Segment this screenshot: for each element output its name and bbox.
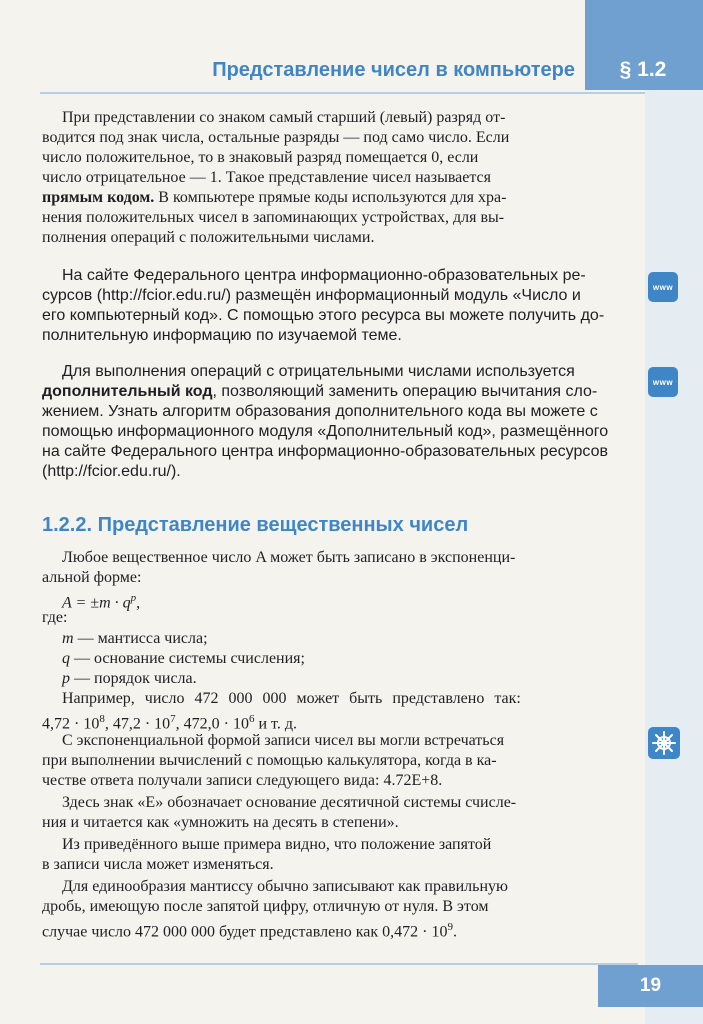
formula: $A = \pm m \cdot q^p$, <box>62 592 141 612</box>
text-line: ния и читается как «умножить на десять в степени». <box>42 814 399 831</box>
text-line: нения положительных чисел в запоминающих устройствах, для вы- <box>42 209 505 226</box>
text-line: жением. Узнать алгоритм образования дополнительного кода вы можете с <box>42 403 598 420</box>
definition-item: m — мантисса числа; <box>62 630 208 647</box>
text-line: случае число 472 000 000 будет представлено как $0,472 \cdot 10^9$. <box>42 921 457 941</box>
text-line: На сайте Федерального центра информационно-образовательных ре- <box>62 267 586 284</box>
text-line: полнительную информацию по изучаемой теме. <box>42 327 402 344</box>
text-line: альной форме: <box>42 569 142 586</box>
right-margin-strip <box>645 0 703 1024</box>
text-line: сурсов (http://fcior.edu.ru/) размещён информационный модуль «Число и <box>42 287 581 304</box>
text-line: водится под знак числа, остальные разряды — под само число. Если <box>42 129 510 146</box>
text-line: прямым кодом. В компьютере прямые коды используются для хра- <box>42 189 507 206</box>
text-line: при выполнении вычислений с помощью калькулятора, когда в ка- <box>42 752 497 769</box>
text-line: в записи числа может изменяться. <box>42 856 274 873</box>
www-icon: www <box>648 272 678 302</box>
www-icon: www <box>648 367 678 397</box>
text-line: Для выполнения операций с отрицательными числами используется <box>62 363 575 380</box>
text-line: дробь, имеющую после запятой цифру, отличную от нуля. В этом <box>42 898 489 915</box>
text-line: где: <box>42 609 68 626</box>
text-line: Для единообразия мантиссу обычно записывают как правильную <box>62 878 508 895</box>
text-line: Например, число 472 000 000 может быть представлено так: <box>62 690 521 707</box>
header-rule <box>40 92 645 94</box>
helm-icon <box>648 727 680 759</box>
text-line: С экспоненциальной формой записи чисел вы могли встречаться <box>62 732 505 749</box>
term-direct-code: прямым кодом. <box>42 189 155 206</box>
text-line: полнения операций с положительными числами. <box>42 229 375 246</box>
text-line: число отрицательное — 1. Такое представление чисел называется <box>42 169 492 186</box>
text-line: помощью информационного модуля «Дополнительный код», размещённого <box>42 423 609 440</box>
section-number: § 1.2 <box>619 58 667 81</box>
text-line: его компьютерный код». С помощью этого ресурса вы можете получить до- <box>42 307 605 324</box>
footer-rule <box>40 963 638 965</box>
text-line: Из приведённого выше примера видно, что положение запятой <box>62 836 492 853</box>
definition-item: q — основание системы счисления; <box>62 650 305 667</box>
page-number: 19 <box>598 965 703 1007</box>
section-heading: 1.2.2. Представление вещественных чисел <box>42 514 469 536</box>
text-line: $4,72 \cdot 10^8$, $47,2 \cdot 10^7$, $472,0 \cdot 10^6$ и т. д. <box>42 713 297 733</box>
text-line: При представлении со знаком самый старший (левый) разряд от- <box>62 109 506 126</box>
definition-item: p — порядок числа. <box>62 670 197 687</box>
term-additional-code: дополнительный код <box>42 383 213 400</box>
text-line: Любое вещественное число A может быть записано в экспоненци- <box>62 549 516 566</box>
text-line: Здесь знак «E» обозначает основание десятичной системы счисле- <box>62 794 517 811</box>
text-line: (http://fcior.edu.ru/). <box>42 463 181 480</box>
text-line: честве ответа получали записи следующего вида: 4.72E+8. <box>42 772 443 789</box>
text-line: число положительное, то в знаковый разряд помещается 0, если <box>42 149 479 166</box>
text-line: на сайте Федерального центра информационно-образовательных ресурсов <box>42 443 608 460</box>
running-header-title: Представление чисел в компьютере <box>212 59 575 81</box>
text-line: дополнительный код, позволяющий заменить операцию вычитания сло- <box>42 383 598 400</box>
